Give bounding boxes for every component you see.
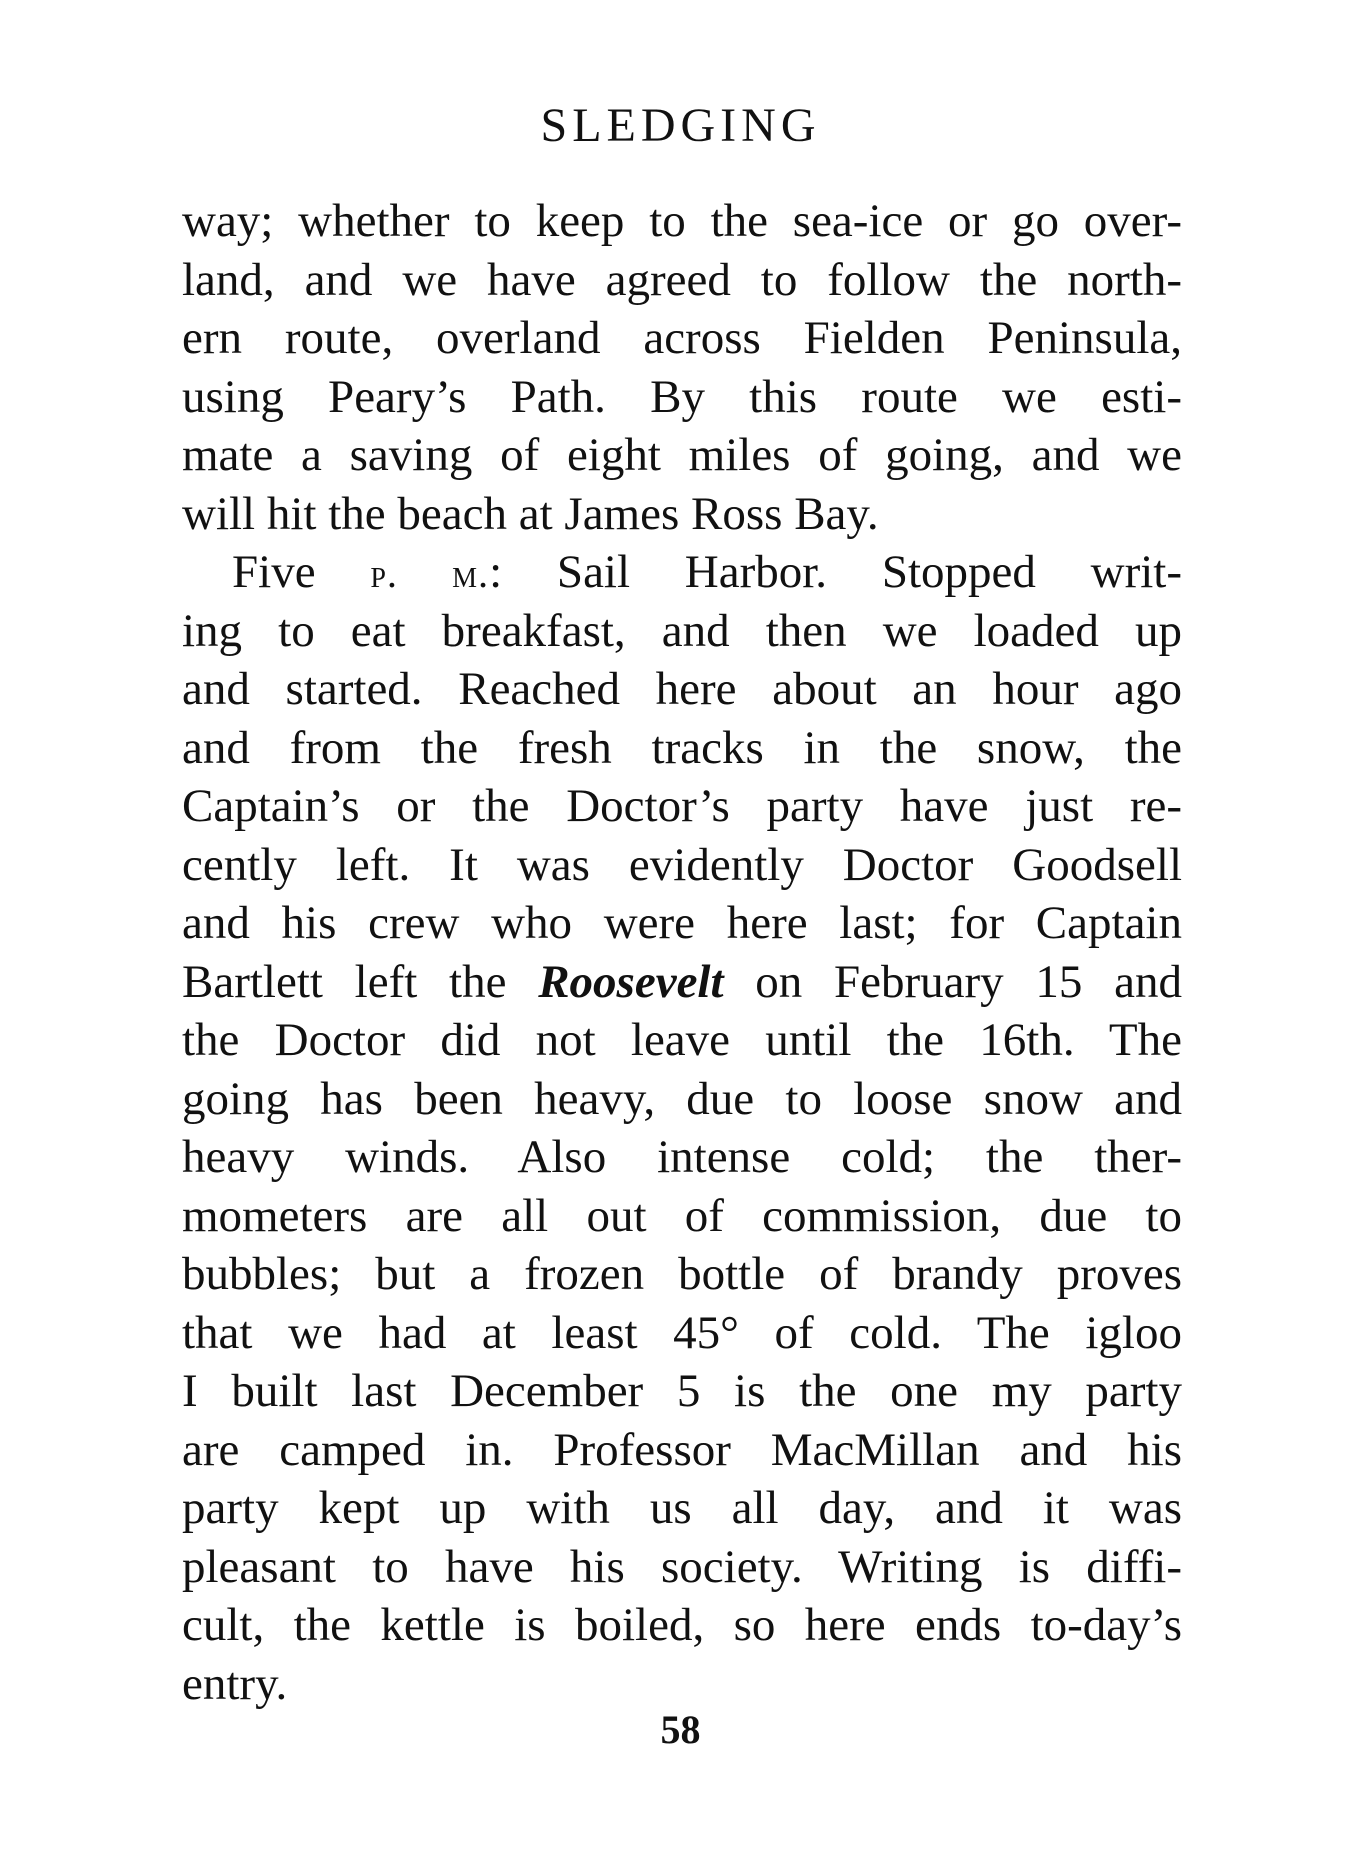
lead-rest: : Sail Harbor. Stopped writ- [489,546,1182,598]
text-line: ing to eat breakfast, and then we loaded up [182,604,1182,657]
ship-name: Roosevelt [538,955,724,1008]
text-line: heavy winds. Also intense cold; the ther- [182,1131,1182,1183]
running-head: SLEDGING [540,99,821,152]
text-line: mometers are all out of commission, due to [182,1189,1182,1242]
text-line: party kept up with us all day, and it was [182,1482,1182,1534]
ship-name-line [182,953,1182,1012]
text-line: and his crew who were here last; for Captain [182,897,1182,949]
text-line: entry. [182,1657,288,1710]
text-line: I built last December 5 is the one my party [182,1365,1182,1417]
ship-line-post: on February 15 and [723,955,1182,1008]
text-line: going has been heavy, due to loose snow and [182,1072,1182,1125]
page-number: 58 [660,1707,701,1752]
text-line: way; whether to keep to the sea-ice or go over- [182,195,1182,247]
text-line: cently left. It was evidently Doctor Goodsell [182,838,1182,891]
text-line: are camped in. Professor MacMillan and his [182,1423,1182,1476]
text-line: pleasant to have his society. Writing is diffi- [182,1540,1182,1593]
text-line: and from the fresh tracks in the snow, the [182,721,1182,774]
text-line: land, and we have agreed to follow the north- [182,253,1182,306]
text-line: ern route, overland across Fielden Peninsula, [182,312,1182,364]
text-line: the Doctor did not leave until the 16th. The [182,1014,1182,1066]
time-abbreviation: p. m. [370,551,490,596]
text-line: Captain’s or the Doctor’s party have just re- [182,780,1182,832]
ship-line-pre: Bartlett left the [182,955,539,1008]
body-text [182,192,1182,1713]
lead-word: Five [232,546,371,598]
paragraph-lead-line [182,543,1182,602]
text-line: will hit the beach at James Ross Bay. [182,487,879,540]
text-line: that we had at least 45° of cold. The igloo [182,1306,1182,1359]
text-line: and started. Reached here about an hour ago [182,663,1182,715]
text-line: using Peary’s Path. By this route we esti- [182,370,1182,423]
text-line: cult, the kettle is boiled, so here ends to-day’s [182,1599,1182,1651]
text-line: mate a saving of eight miles of going, and we [182,429,1182,481]
text-line: bubbles; but a frozen bottle of brandy proves [182,1248,1182,1300]
